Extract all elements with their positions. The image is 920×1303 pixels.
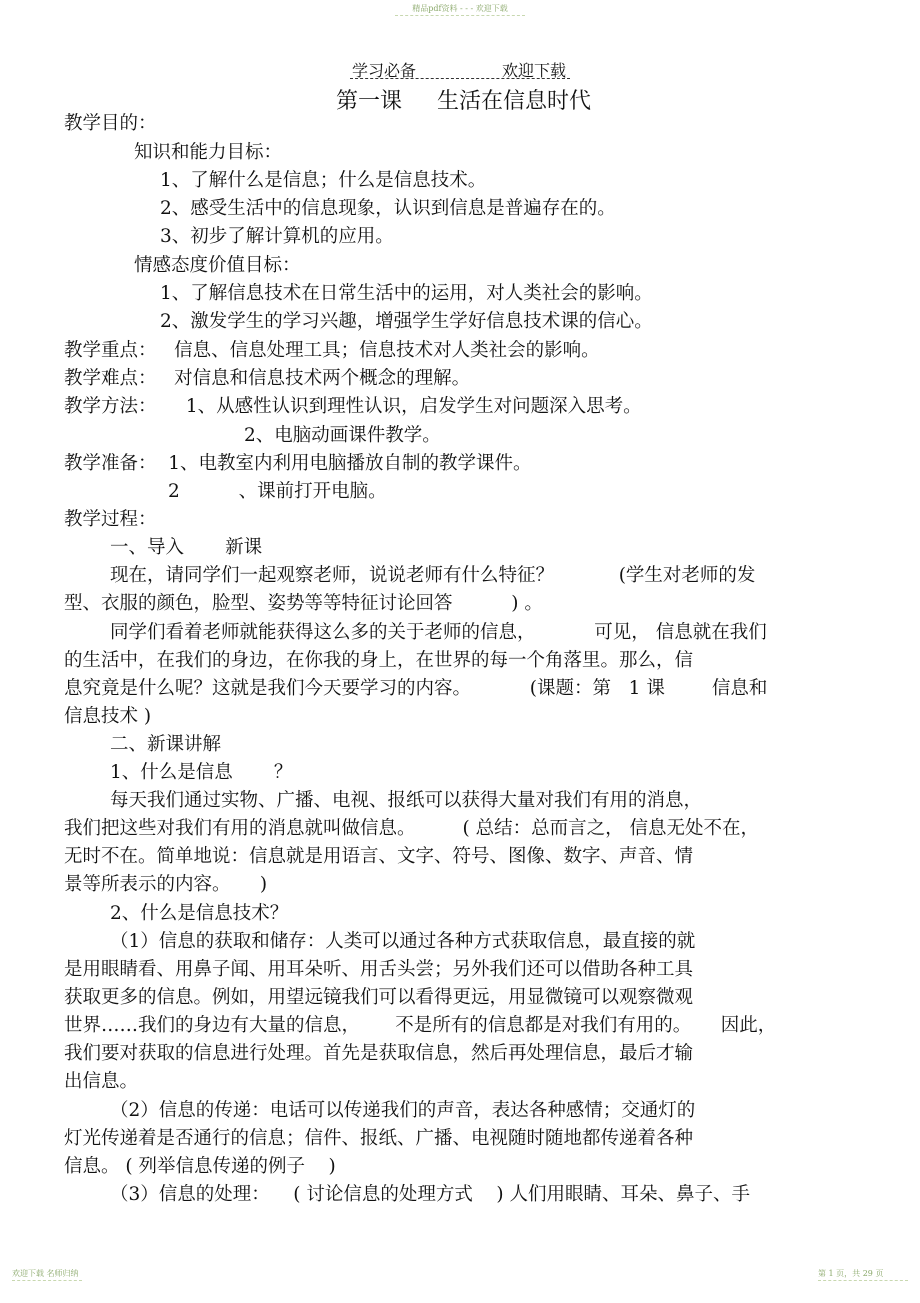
text-line: 同学们看着老师就能获得这么多的关于老师的信息， 可见， 信息就在我们	[110, 622, 767, 643]
header-underline	[350, 78, 570, 79]
text-line: （1）信息的获取和储存：人类可以通过各种方式获取信息，最直接的就	[110, 931, 696, 952]
text-line: 1、了解信息技术在日常生活中的运用，对人类社会的影响。	[160, 283, 653, 304]
text-line: 的生活中，在我们的身边，在你我的身上，在世界的每一个角落里。那么，信	[64, 650, 694, 671]
text-line: 知识和能力目标：	[134, 142, 283, 163]
text-line: 2、感受生活中的信息现象，认识到信息是普遍存在的。	[160, 198, 616, 219]
text-line: 是用眼睛看、用鼻子闻、用耳朵听、用舌头尝；另外我们还可以借助各种工具	[64, 959, 694, 980]
text-line: 现在，请同学们一起观察老师，说说老师有什么特征？ (学生对老师的发	[110, 565, 756, 586]
text-line: 教学方法： 1、从感性认识到理性认识，启发学生对问题深入思考。	[64, 396, 642, 417]
text-line: 息究竟是什么呢？这就是我们今天要学习的内容。 (课题：第 1 课 信息和	[64, 678, 768, 699]
text-line: 2、激发学生的学习兴趣，增强学生学好信息技术课的信心。	[160, 311, 653, 332]
text-line: 教学难点： 对信息和信息技术两个概念的理解。	[64, 368, 471, 389]
watermark-top: 精品pdf资料 - - - 欢迎下载	[412, 4, 508, 13]
page-number: 第 1 页，共 29 页	[818, 1269, 884, 1278]
text-line: （2）信息的传递：电话可以传递我们的声音，表达各种感情；交通灯的	[110, 1100, 696, 1121]
text-line: 3、初步了解计算机的应用。	[160, 226, 394, 247]
text-line: 世界……我们的身边有大量的信息， 不是所有的信息都是对我们有用的。 因此，	[64, 1015, 777, 1036]
text-line: 无时不在。简单地说：信息就是用语言、文字、符号、图像、数字、声音、情	[64, 846, 694, 867]
footer-divider-left	[12, 1280, 82, 1281]
text-line: 教学过程：	[64, 509, 157, 530]
text-line: 信息。 ( 列举信息传递的例子 )	[64, 1156, 336, 1177]
text-line: 教学准备： 1、电教室内利用电脑播放自制的教学课件。	[64, 453, 532, 474]
watermark-bottom-left: 欢迎下载 名师归纳	[12, 1269, 79, 1278]
text-line: 二、新课讲解	[110, 734, 222, 755]
page-title: 第一课 生活在信息时代	[336, 89, 591, 114]
text-line: 教学重点： 信息、信息处理工具；信息技术对人类社会的影响。	[64, 340, 600, 361]
text-line: 情感态度价值目标：	[134, 255, 301, 276]
text-line: 灯光传递着是否通行的信息；信件、报纸、广播、电视随时随地都传递着各种	[64, 1128, 694, 1149]
header-left: 学习必备	[352, 61, 417, 80]
text-line: 每天我们通过实物、广播、电视、报纸可以获得大量对我们有用的消息，	[110, 790, 703, 811]
watermark-top-divider	[395, 15, 525, 16]
text-line: 我们把这些对我们有用的消息就叫做信息。 ( 总结：总而言之， 信息无处不在，	[64, 818, 760, 839]
text-line: 1、了解什么是信息；什么是信息技术。	[160, 170, 487, 191]
text-line: 2、什么是信息技术？	[110, 903, 289, 924]
text-line: 景等所表示的内容。 )	[64, 874, 268, 895]
footer-divider-right	[818, 1280, 908, 1281]
header-right: 欢迎下载	[502, 61, 567, 80]
text-line: 信息技术 )	[64, 706, 152, 727]
text-line: 2 、课前打开电脑。	[168, 481, 387, 502]
text-line: 2、电脑动画课件教学。	[244, 425, 441, 446]
text-line: 出信息。	[64, 1071, 139, 1092]
text-line: 型、衣服的颜色，脸型、姿势等等特征讨论回答 ) 。	[64, 593, 543, 614]
text-line: 我们要对获取的信息进行处理。首先是获取信息，然后再处理信息，最后才输	[64, 1043, 694, 1064]
text-line: 获取更多的信息。例如，用望远镜我们可以看得更远，用显微镜可以观察微观	[64, 987, 694, 1008]
text-line: （3）信息的处理： ( 讨论信息的处理方式 ) 人们用眼睛、耳朵、鼻子、手	[110, 1184, 751, 1205]
text-line: 教学目的：	[64, 113, 157, 134]
text-line: 一、导入 新课	[110, 537, 263, 558]
text-line: 1、什么是信息 ？	[110, 762, 293, 783]
